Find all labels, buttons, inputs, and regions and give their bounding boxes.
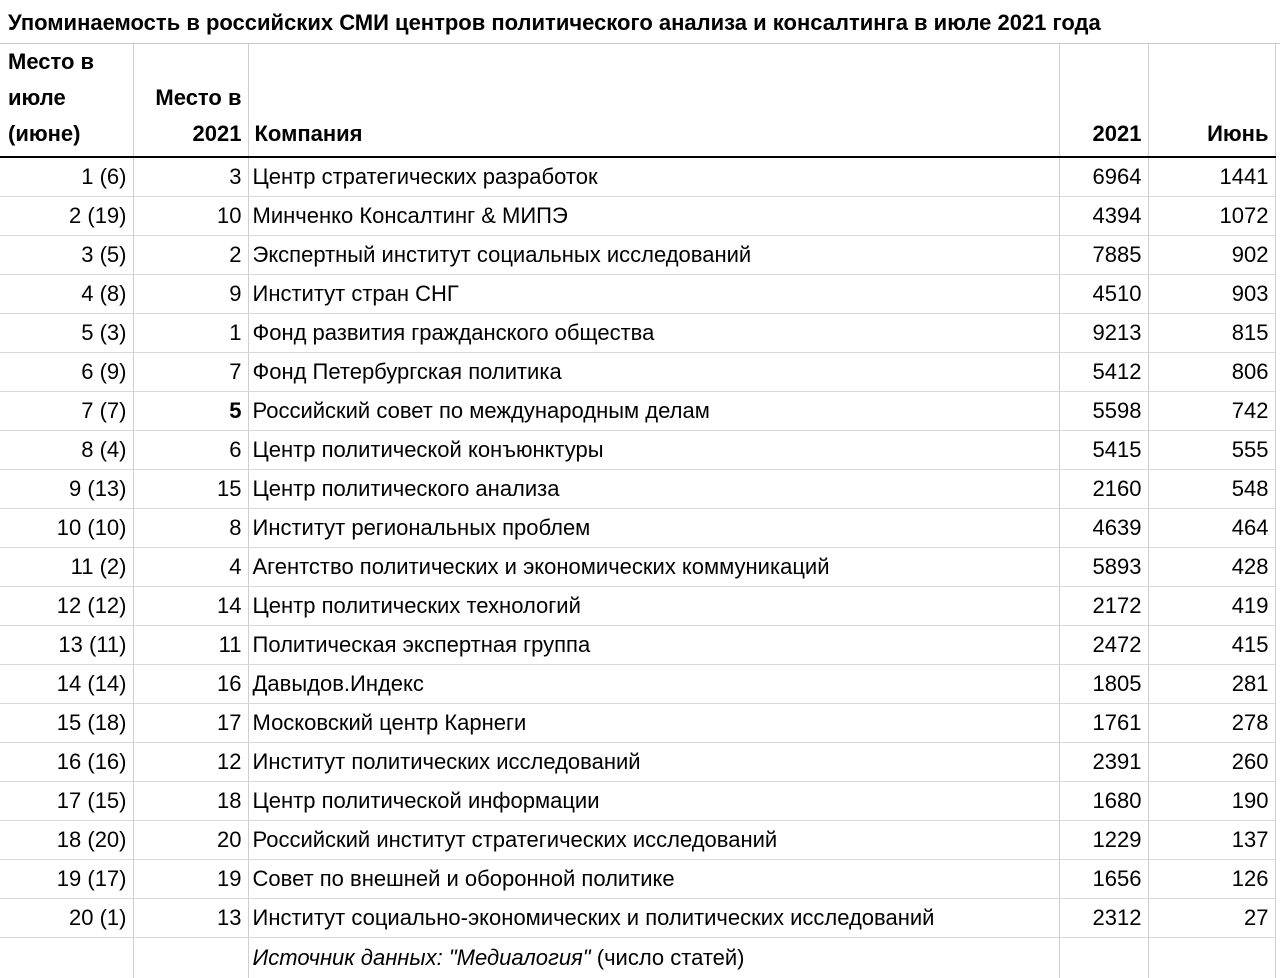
cell-2021: 9213 [1059, 314, 1148, 353]
header-rank-july-line: Место в [8, 49, 95, 74]
cell-company: Центр политической информации [248, 782, 1059, 821]
cell-june: 419 [1148, 587, 1275, 626]
cell-june: 903 [1148, 275, 1275, 314]
cell-june: 464 [1148, 509, 1275, 548]
cell-2021: 2391 [1059, 743, 1148, 782]
source-note: (число статей) [590, 944, 745, 970]
source-row [0, 938, 1275, 978]
cell-june: 1072 [1148, 197, 1275, 236]
table-row [0, 821, 1275, 860]
table-row [0, 704, 1275, 743]
table-row [0, 860, 1275, 899]
cell-june: 815 [1148, 314, 1275, 353]
cell-company: Минченко Консалтинг & МИПЭ [248, 197, 1059, 236]
cell-company: Агентство политических и экономических коммуникаций [248, 548, 1059, 587]
cell-company: Центр политической конъюнктуры [248, 431, 1059, 470]
cell-june: 415 [1148, 626, 1275, 665]
table-row [0, 392, 1275, 431]
cell-rank-july: 17 (15) [0, 782, 133, 821]
header-2021: 2021 [1059, 44, 1148, 157]
header-row [0, 44, 1275, 157]
cell-2021: 2160 [1059, 470, 1148, 509]
table-row [0, 782, 1275, 821]
cell-june: 902 [1148, 236, 1275, 275]
cell-june: 742 [1148, 392, 1275, 431]
cell-rank-july: 6 (9) [0, 353, 133, 392]
source-label: Источник данных: "Медиалогия" [252, 944, 591, 970]
cell-2021: 1229 [1059, 821, 1148, 860]
table-body [0, 157, 1275, 978]
cell-rank-2021: 16 [133, 665, 248, 704]
cell-2021: 2312 [1059, 899, 1148, 938]
table-row [0, 431, 1275, 470]
table-row [0, 899, 1275, 938]
table-row [0, 314, 1275, 353]
header-rank-2021 [133, 44, 248, 157]
cell-rank-2021: 5 [133, 392, 248, 431]
cell-company: Московский центр Карнеги [248, 704, 1059, 743]
cell-rank-2021: 3 [133, 157, 248, 197]
header-june: Июнь [1148, 44, 1275, 157]
cell-rank-july: 19 (17) [0, 860, 133, 899]
table-row [0, 587, 1275, 626]
table-row [0, 275, 1275, 314]
cell-2021: 1680 [1059, 782, 1148, 821]
cell-rank-2021: 17 [133, 704, 248, 743]
empty-cell [133, 938, 248, 978]
cell-rank-2021: 13 [133, 899, 248, 938]
cell-june: 190 [1148, 782, 1275, 821]
cell-rank-2021: 7 [133, 353, 248, 392]
cell-2021: 7885 [1059, 236, 1148, 275]
header-rank-2021-line: 2021 [192, 121, 242, 146]
cell-rank-july: 8 (4) [0, 431, 133, 470]
cell-rank-2021: 18 [133, 782, 248, 821]
table-row [0, 743, 1275, 782]
cell-company: Российский институт стратегических исследований [248, 821, 1059, 860]
cell-rank-july: 12 (12) [0, 587, 133, 626]
cell-rank-july: 16 (16) [0, 743, 133, 782]
table-row [0, 548, 1275, 587]
table-row [0, 197, 1275, 236]
cell-2021: 4510 [1059, 275, 1148, 314]
cell-company: Центр политических технологий [248, 587, 1059, 626]
cell-june: 27 [1148, 899, 1275, 938]
cell-rank-july: 14 (14) [0, 665, 133, 704]
table-row [0, 509, 1275, 548]
header-rank-july-line: июле [8, 85, 66, 110]
cell-june: 281 [1148, 665, 1275, 704]
cell-rank-2021: 8 [133, 509, 248, 548]
table-row [0, 626, 1275, 665]
cell-rank-2021: 11 [133, 626, 248, 665]
cell-company: Институт региональных проблем [248, 509, 1059, 548]
cell-rank-2021: 14 [133, 587, 248, 626]
cell-company: Фонд Петербургская политика [248, 353, 1059, 392]
cell-rank-2021: 10 [133, 197, 248, 236]
cell-rank-july: 1 (6) [0, 157, 133, 197]
ranking-table [0, 44, 1276, 978]
cell-2021: 2172 [1059, 587, 1148, 626]
empty-cell [0, 938, 133, 978]
cell-june: 428 [1148, 548, 1275, 587]
table-row [0, 236, 1275, 275]
cell-june: 555 [1148, 431, 1275, 470]
cell-company: Центр стратегических разработок [248, 157, 1059, 197]
cell-rank-2021: 2 [133, 236, 248, 275]
cell-rank-july: 2 (19) [0, 197, 133, 236]
table-row [0, 665, 1275, 704]
header-rank-july [0, 44, 133, 157]
cell-company: Совет по внешней и оборонной политике [248, 860, 1059, 899]
table-row [0, 470, 1275, 509]
cell-rank-july: 5 (3) [0, 314, 133, 353]
cell-2021: 1656 [1059, 860, 1148, 899]
source-cell [248, 938, 1059, 978]
header-rank-2021-line: Место в [155, 85, 242, 110]
cell-rank-july: 11 (2) [0, 548, 133, 587]
empty-cell [1148, 938, 1275, 978]
cell-2021: 5415 [1059, 431, 1148, 470]
cell-company: Центр политического анализа [248, 470, 1059, 509]
cell-company: Институт политических исследований [248, 743, 1059, 782]
cell-june: 137 [1148, 821, 1275, 860]
cell-2021: 5412 [1059, 353, 1148, 392]
cell-rank-july: 20 (1) [0, 899, 133, 938]
cell-company: Политическая экспертная группа [248, 626, 1059, 665]
cell-2021: 4639 [1059, 509, 1148, 548]
cell-june: 1441 [1148, 157, 1275, 197]
cell-rank-july: 7 (7) [0, 392, 133, 431]
cell-2021: 5598 [1059, 392, 1148, 431]
table-row [0, 157, 1275, 197]
cell-2021: 6964 [1059, 157, 1148, 197]
cell-rank-july: 3 (5) [0, 236, 133, 275]
cell-company: Российский совет по международным делам [248, 392, 1059, 431]
cell-rank-2021: 9 [133, 275, 248, 314]
cell-2021: 5893 [1059, 548, 1148, 587]
table-row [0, 353, 1275, 392]
cell-rank-2021: 12 [133, 743, 248, 782]
cell-rank-july: 4 (8) [0, 275, 133, 314]
cell-june: 260 [1148, 743, 1275, 782]
cell-rank-july: 10 (10) [0, 509, 133, 548]
cell-rank-2021: 20 [133, 821, 248, 860]
cell-rank-2021: 15 [133, 470, 248, 509]
cell-rank-2021: 6 [133, 431, 248, 470]
cell-company: Институт стран СНГ [248, 275, 1059, 314]
header-company: Компания [248, 44, 1059, 157]
cell-rank-july: 9 (13) [0, 470, 133, 509]
cell-2021: 1761 [1059, 704, 1148, 743]
cell-june: 548 [1148, 470, 1275, 509]
cell-company: Фонд развития гражданского общества [248, 314, 1059, 353]
cell-june: 278 [1148, 704, 1275, 743]
cell-2021: 2472 [1059, 626, 1148, 665]
table-title: Упоминаемость в российских СМИ центров политического анализа и консалтинга в июле 2021 года [0, 0, 1280, 44]
cell-rank-2021: 4 [133, 548, 248, 587]
cell-company: Давыдов.Индекс [248, 665, 1059, 704]
cell-june: 126 [1148, 860, 1275, 899]
cell-rank-july: 18 (20) [0, 821, 133, 860]
cell-2021: 1805 [1059, 665, 1148, 704]
cell-rank-2021: 19 [133, 860, 248, 899]
cell-rank-july: 15 (18) [0, 704, 133, 743]
cell-june: 806 [1148, 353, 1275, 392]
header-rank-july-line: (июне) [8, 121, 81, 146]
empty-cell [1059, 938, 1148, 978]
cell-2021: 4394 [1059, 197, 1148, 236]
cell-company: Институт социально-экономических и политических исследований [248, 899, 1059, 938]
cell-company: Экспертный институт социальных исследований [248, 236, 1059, 275]
cell-rank-july: 13 (11) [0, 626, 133, 665]
cell-rank-2021: 1 [133, 314, 248, 353]
